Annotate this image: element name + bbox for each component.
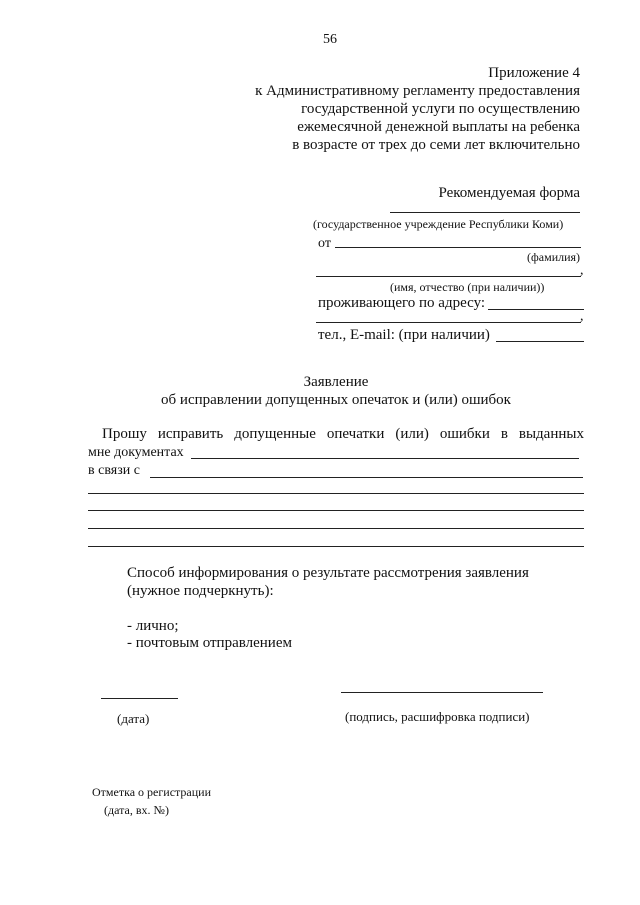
blank-line — [88, 510, 584, 511]
contacts-line — [496, 341, 584, 342]
institution-line — [390, 212, 580, 213]
request-word: исправить — [157, 426, 224, 442]
institution-caption: (государственное учреждение Республики Коми) — [313, 217, 564, 231]
appendix-line: к Административному регламенту предоставления — [255, 83, 580, 99]
blank-line — [88, 493, 584, 494]
blank-line — [88, 528, 584, 529]
name-caption: (имя, отчество (при наличии)) — [390, 280, 545, 294]
notification-option: - почтовым отправлением — [127, 635, 292, 651]
request-word: в — [500, 426, 508, 442]
name-comma: , — [580, 263, 584, 278]
request-word: (или) — [395, 426, 429, 442]
recommended-form-label: Рекомендуемая форма — [438, 185, 580, 201]
request-line — [102, 427, 584, 442]
signature-caption: (подпись, расшифровка подписи) — [345, 709, 530, 724]
appendix-title: Приложение 4 — [488, 65, 580, 81]
notification-text: Способ информирования о результате рассмотрения заявления — [127, 565, 529, 581]
address-label: проживающего по адресу: — [318, 295, 486, 311]
appendix-line: в возрасте от трех до семи лет включительно — [292, 137, 580, 153]
notification-option: - лично; — [127, 618, 179, 634]
date-caption: (дата) — [117, 711, 150, 726]
name-line — [316, 276, 581, 277]
reason-label: в связи с — [88, 463, 140, 478]
request-word: ошибки — [439, 426, 490, 442]
contacts-label: тел., E-mail: (при наличии) — [318, 327, 490, 343]
statement-title: Заявление — [303, 374, 369, 390]
request-word: выданных — [518, 426, 584, 442]
signature-line — [341, 692, 543, 693]
from-label: от — [318, 236, 331, 251]
reason-line — [150, 477, 583, 478]
address-comma: , — [580, 309, 584, 324]
appendix-line: ежемесячной денежной выплаты на ребенка — [297, 119, 580, 135]
appendix-line: государственной услуги по осуществлению — [301, 101, 580, 117]
registration-note: (дата, вх. №) — [104, 803, 169, 817]
notification-text: (нужное подчеркнуть): — [127, 583, 274, 599]
page-number: 56 — [323, 32, 337, 47]
documents-label: мне документах — [88, 445, 184, 460]
address-line-2 — [316, 322, 581, 323]
request-word: допущенные — [234, 426, 316, 442]
address-line — [488, 309, 584, 310]
statement-subtitle: об исправлении допущенных опечаток и (или) ошибок — [161, 392, 511, 408]
request-word: опечатки — [326, 426, 385, 442]
request-word: Прошу — [102, 426, 147, 442]
documents-line — [191, 458, 579, 459]
date-line — [101, 698, 178, 699]
registration-label: Отметка о регистрации — [92, 785, 212, 799]
blank-line — [88, 546, 584, 547]
surname-caption: (фамилия) — [527, 250, 581, 264]
surname-line — [335, 247, 581, 248]
